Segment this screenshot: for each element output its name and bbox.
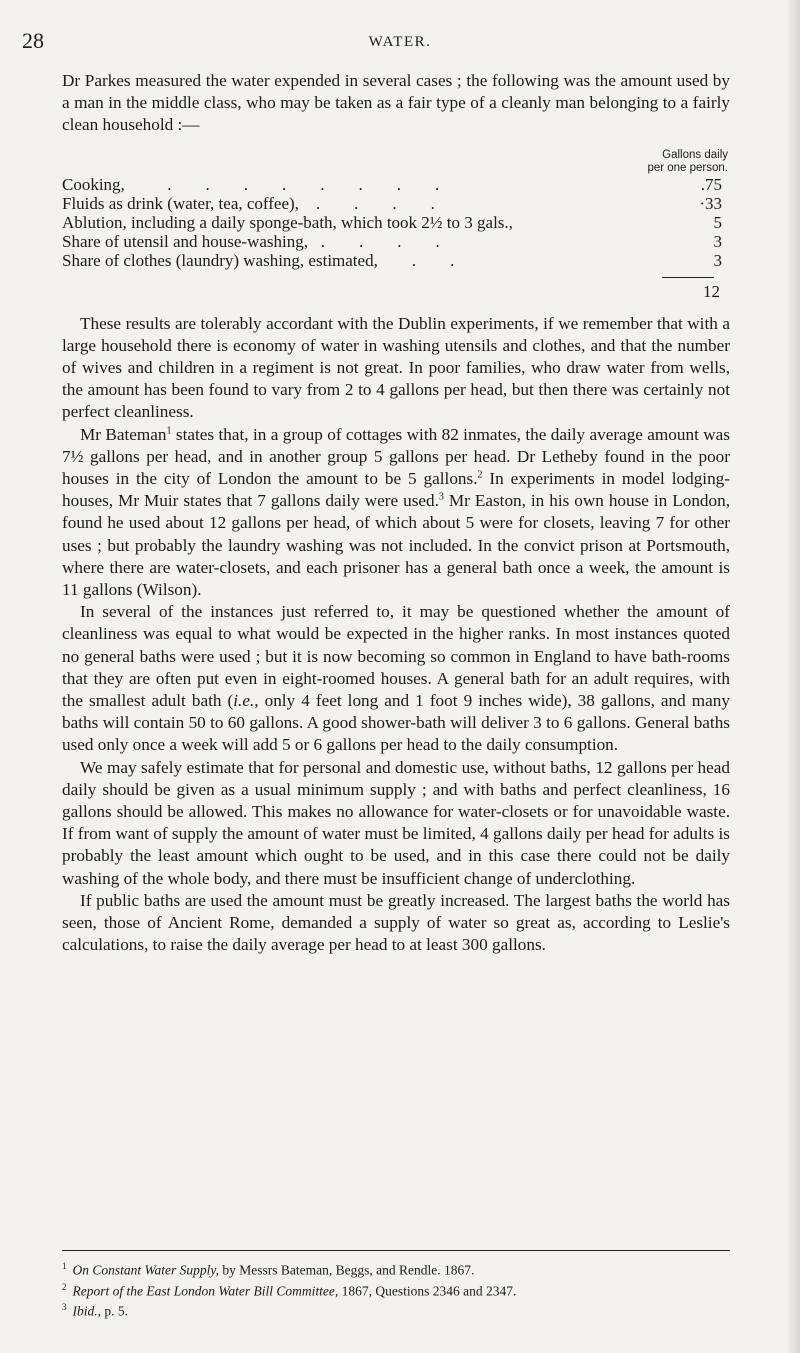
footnote-number: 2 — [62, 1281, 67, 1292]
table-row — [62, 213, 730, 232]
footnote-ref-3: 3 — [438, 491, 444, 503]
table-row — [62, 232, 730, 251]
paragraph-1: These results are tolerably accordant with the Dublin experiments, if we remember that with a large household there is economy of water in washing utensils and clothes, and that the number of wives and children in a regiment is not great. In poor families, who draw water from wells, the amount has been found to vary from 2 to 4 gallons per head, but then there was certainly not perfect cleanliness. — [62, 313, 730, 422]
footnote-number: 1 — [62, 1261, 67, 1271]
footnote-title: Ibid., — [72, 1303, 101, 1319]
paragraph-3-part-a: In several of the instances just referred to, it may be questioned whether the amount of cleanliness was equal to what would be expected in the higher ranks. In most instances quoted no general baths were used ; but it is now becoming so common in England to have bath-rooms that they are often put even in eight-roomed houses. A general bath for an adult requires, with the smallest adult bath ( — [62, 602, 730, 711]
paragraph-3-part-b: , only 4 feet long and 1 foot 9 inches wide), 38 gallons, and many baths will contain 50 to 60 gallons. A good shower-bath will deliver 3 to 6 gallons. General baths used only once a week will add 5 or 6 gallons per head to the daily consumption. — [62, 691, 730, 755]
footnote — [62, 1299, 730, 1320]
table-row — [62, 175, 730, 194]
page-header — [22, 28, 778, 58]
column-header — [62, 149, 730, 175]
paragraph-3-italic: i.e. — [233, 691, 255, 711]
paragraph-2-part-b: states that, in a group of cottages with 82 inmates, the daily average amount was 7½ gallons per head, and in another group 5 gallons per head. Dr Letheby found in the poor houses in the city of London the amount to be 5 gallons. — [62, 424, 730, 489]
paragraph-3 — [62, 601, 730, 756]
footnote-number: 3 — [62, 1302, 67, 1312]
running-title: WATER. — [368, 34, 432, 50]
footnotes — [62, 1250, 730, 1320]
page-body — [62, 70, 730, 957]
column-header-line1: Gallons daily — [662, 148, 728, 161]
row-value: .75 — [700, 174, 722, 194]
footnote-title: Report of the East London Water Bill Committee, — [72, 1283, 339, 1298]
footnote-ref-2: 2 — [477, 469, 483, 481]
footnote — [62, 1279, 730, 1300]
row-label: Cooking, . . . . . . . . — [62, 174, 440, 194]
footnote-ref-1: 1 — [166, 424, 172, 436]
table-total: 12 — [703, 281, 720, 301]
footnote-rule — [62, 1250, 730, 1251]
table-row — [62, 251, 730, 270]
row-value: 3 — [713, 231, 722, 251]
row-value: 5 — [713, 212, 722, 232]
footnote-title: On Constant Water Supply, — [72, 1262, 220, 1278]
page-edge-shadow — [786, 0, 800, 1353]
row-value: 3 — [713, 250, 722, 270]
paragraph-2 — [62, 424, 730, 602]
body-text — [62, 313, 730, 957]
table-row — [62, 194, 730, 213]
row-value: ·33 — [699, 193, 722, 213]
row-label: Fluids as drink (water, tea, coffee), . . . . — [62, 193, 435, 213]
row-label: Share of clothes (laundry) washing, estimated, . . — [62, 250, 455, 270]
row-label: Share of utensil and house-washing, . . . . — [62, 231, 440, 251]
page-number: 28 — [22, 28, 44, 53]
paragraph-2-part-c: In experiments in model lodging-houses, Mr Muir states that 7 gallons daily were used. — [62, 469, 730, 511]
intro-paragraph: Dr Parkes measured the water expended in several cases ; the following was the amount used by a man in the middle class, who may be taken as a fair type of a cleanly man belonging to a fairly clean household :— — [62, 71, 730, 135]
water-usage-table — [62, 149, 730, 303]
paragraph-4: We may safely estimate that for personal and domestic use, without baths, 12 gallons per head daily should be given as a usual minimum supply ; and with baths and perfect cleanliness, 16 gallons should be allowed. This makes no allowance for water-closets or for unavoidable waste. If from want of supply the amount of water must be limited, 4 gallons daily per head for adults is probably the least amount which ought to be used, and in this case there could not be daily washing of the whole body, and there must be insufficient change of underclothing. — [62, 757, 730, 888]
column-header-line2: per one person. — [647, 161, 728, 174]
paragraph-5: If public baths are used the amount must be greatly increased. The largest baths the world has seen, those of Ancient Rome, demanded a supply of water so great as, according to Leslie's calculations, to raise the daily average per head to at least 300 gallons. — [62, 890, 730, 955]
footnote — [62, 1258, 730, 1279]
paragraph-2-part-d: Mr Easton, in his own house in London, found he used about 12 gallons per head, of which about 5 were for closets, leaving 7 for other uses ; but probably the laundry washing was not included. In the convict prison at Portsmouth, where there are water-closets, and each prisoner has a general bath once a week, the amount is 11 gallons (Wilson). — [62, 491, 730, 600]
row-label: Ablution, including a daily sponge-bath, which took 2½ to 3 gals., — [62, 212, 513, 232]
footnote-text: 1867, Questions 2346 and 2347. — [338, 1283, 517, 1298]
footnote-text: by Messrs Bateman, Beggs, and Rendle. 1867. — [219, 1262, 475, 1278]
total-rule — [662, 277, 714, 278]
footnote-text: p. 5. — [101, 1303, 128, 1319]
paragraph-2-part-a: Mr Bateman — [80, 424, 167, 444]
